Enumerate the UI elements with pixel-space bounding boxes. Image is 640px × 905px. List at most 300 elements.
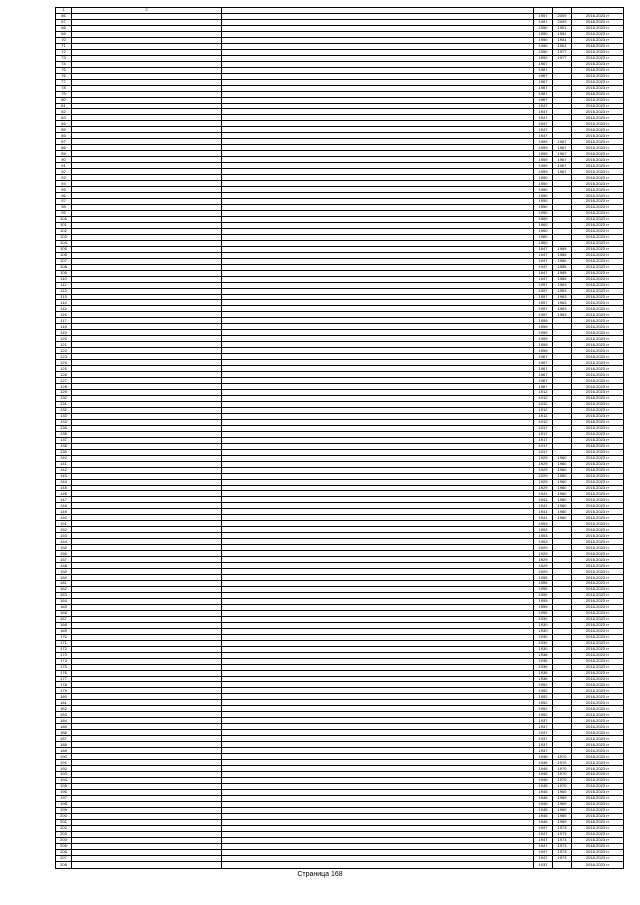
row-number-cell: 124 xyxy=(56,360,72,366)
row-number-cell: 205 xyxy=(56,843,72,849)
period-cell: 2016-2023 гг xyxy=(572,103,624,109)
year-built-cell: 1957 xyxy=(534,306,553,312)
year-built-cell: 1917 xyxy=(534,449,553,455)
year-built-cell: 1930 xyxy=(534,646,553,652)
year-renovated-cell: 1980 xyxy=(553,479,572,485)
row-number-cell: 174 xyxy=(56,658,72,664)
row-number-cell: 140 xyxy=(56,455,72,461)
period-cell: 2016-2023 гг xyxy=(572,300,624,306)
row-number-cell: 132 xyxy=(56,407,72,413)
row-number-cell: 121 xyxy=(56,342,72,348)
year-built-cell: 1917 xyxy=(534,425,553,431)
year-built-cell: 1941 xyxy=(534,515,553,521)
period-cell: 2016-2023 гг xyxy=(572,772,624,778)
year-renovated-cell: 1970 xyxy=(553,783,572,789)
row-number-cell: 160 xyxy=(56,575,72,581)
row-number-cell: 173 xyxy=(56,652,72,658)
year-built-cell: 1947 xyxy=(534,103,553,109)
year-built-cell: 1937 xyxy=(534,742,553,748)
period-cell: 2016-2023 гг xyxy=(572,592,624,598)
row-number-cell: 129 xyxy=(56,390,72,396)
year-built-cell: 1947 xyxy=(534,264,553,270)
year-renovated-cell: 1969 xyxy=(553,795,572,801)
period-cell: 2016-2023 гг xyxy=(572,252,624,258)
year-built-cell: 1959 xyxy=(534,139,553,145)
period-cell: 2016-2023 гг xyxy=(572,766,624,772)
row-number-cell: 170 xyxy=(56,634,72,640)
row-number-cell: 143 xyxy=(56,473,72,479)
period-cell: 2016-2023 гг xyxy=(572,282,624,288)
row-number-cell: 194 xyxy=(56,777,72,783)
year-renovated-cell: 1969 xyxy=(553,801,572,807)
year-renovated-cell: 1967 xyxy=(553,169,572,175)
year-renovated-cell: 1969 xyxy=(553,807,572,813)
period-cell: 2016-2023 гг xyxy=(572,37,624,43)
period-cell: 2016-2023 гг xyxy=(572,413,624,419)
year-built-cell: 1959 xyxy=(534,145,553,151)
year-renovated-cell: 1967 xyxy=(553,157,572,163)
period-cell: 2016-2023 гг xyxy=(572,79,624,85)
row-number-cell: 113 xyxy=(56,294,72,300)
row-number-cell: 80 xyxy=(56,97,72,103)
year-renovated-cell: 1977 xyxy=(553,55,572,61)
year-renovated-cell: 1969 xyxy=(553,813,572,819)
year-renovated-cell: 1980 xyxy=(553,467,572,473)
row-number-cell: 76 xyxy=(56,73,72,79)
header-cell: 2 xyxy=(72,8,222,14)
year-built-cell: 1959 xyxy=(534,163,553,169)
period-cell: 2016-2023 гг xyxy=(572,330,624,336)
row-number-cell: 166 xyxy=(56,610,72,616)
row-number-cell: 185 xyxy=(56,724,72,730)
period-cell: 2016-2023 гг xyxy=(572,43,624,49)
row-number-cell: 145 xyxy=(56,485,72,491)
row-number-cell: 78 xyxy=(56,85,72,91)
row-number-cell: 103 xyxy=(56,234,72,240)
row-number-cell: 202 xyxy=(56,825,72,831)
period-cell: 2016-2023 гг xyxy=(572,491,624,497)
year-built-cell: 1953 xyxy=(534,533,553,539)
period-cell: 2016-2023 гг xyxy=(572,193,624,199)
year-built-cell: 1946 xyxy=(534,760,553,766)
year-renovated-cell: 1963 xyxy=(553,306,572,312)
period-cell: 2016-2023 гг xyxy=(572,157,624,163)
period-cell: 2016-2023 гг xyxy=(572,640,624,646)
address-program-table xyxy=(55,7,624,869)
year-built-cell: 1941 xyxy=(534,497,553,503)
year-built-cell: 1946 xyxy=(534,783,553,789)
row-number-cell: 139 xyxy=(56,449,72,455)
row-number-cell: 82 xyxy=(56,109,72,115)
year-renovated-cell: 1970 xyxy=(553,772,572,778)
year-built-cell: 1917 xyxy=(534,443,553,449)
year-built-cell: 1960 xyxy=(534,216,553,222)
year-built-cell: 1967 xyxy=(534,73,553,79)
year-renovated-cell: 2009 xyxy=(553,19,572,25)
year-built-cell: 1947 xyxy=(534,109,553,115)
year-renovated-cell: 1985 xyxy=(553,252,572,258)
period-cell: 2016-2023 гг xyxy=(572,700,624,706)
year-built-cell: 1946 xyxy=(534,777,553,783)
period-cell: 2016-2023 гг xyxy=(572,569,624,575)
period-cell: 2016-2023 гг xyxy=(572,151,624,157)
period-cell: 2016-2023 гг xyxy=(572,240,624,246)
row-number-cell: 110 xyxy=(56,276,72,282)
year-built-cell: 1950 xyxy=(534,193,553,199)
year-built-cell: 1936 xyxy=(534,658,553,664)
row-number-cell: 179 xyxy=(56,688,72,694)
row-number-cell: 111 xyxy=(56,282,72,288)
period-cell: 2016-2023 гг xyxy=(572,324,624,330)
header-cell: 1 xyxy=(56,8,72,14)
row-number-cell: 181 xyxy=(56,700,72,706)
row-number-cell: 108 xyxy=(56,264,72,270)
year-built-cell: 1912 xyxy=(534,413,553,419)
row-number-cell: 115 xyxy=(56,306,72,312)
row-number-cell: 85 xyxy=(56,127,72,133)
period-cell: 2016-2023 гг xyxy=(572,694,624,700)
year-renovated-cell: 1969 xyxy=(553,819,572,825)
year-built-cell: 1912 xyxy=(534,419,553,425)
row-number-cell: 150 xyxy=(56,515,72,521)
row-number-cell: 133 xyxy=(56,413,72,419)
year-built-cell: 1947 xyxy=(534,276,553,282)
year-built-cell: 1946 xyxy=(534,819,553,825)
year-built-cell: 1929 xyxy=(534,455,553,461)
row-number-cell: 208 xyxy=(56,861,72,868)
year-built-cell: 1957 xyxy=(534,13,553,19)
period-cell: 2016-2023 гг xyxy=(572,318,624,324)
row-number-cell: 138 xyxy=(56,443,72,449)
period-cell: 2016-2023 гг xyxy=(572,85,624,91)
year-built-cell: 1946 xyxy=(534,801,553,807)
period-cell: 2016-2023 гг xyxy=(572,742,624,748)
row-number-cell: 68 xyxy=(56,25,72,31)
year-built-cell: 1952 xyxy=(534,688,553,694)
year-renovated-cell: 1973 xyxy=(553,849,572,855)
year-built-cell: 1959 xyxy=(534,151,553,157)
year-built-cell: 1930 xyxy=(534,616,553,622)
row-number-cell: 183 xyxy=(56,712,72,718)
year-renovated-cell: 1970 xyxy=(553,766,572,772)
year-renovated-cell: 1963 xyxy=(553,282,572,288)
year-built-cell: 1947 xyxy=(534,115,553,121)
period-cell: 2016-2023 гг xyxy=(572,276,624,282)
year-built-cell: 1955 xyxy=(534,575,553,581)
period-cell: 2016-2023 гг xyxy=(572,730,624,736)
row-number-cell: 105 xyxy=(56,246,72,252)
row-number-cell: 164 xyxy=(56,598,72,604)
period-cell: 2016-2023 гг xyxy=(572,581,624,587)
row-number-cell: 75 xyxy=(56,67,72,73)
year-renovated-cell: 1970 xyxy=(553,754,572,760)
period-cell: 2016-2023 гг xyxy=(572,258,624,264)
year-built-cell: 1955 xyxy=(534,598,553,604)
year-built-cell: 1959 xyxy=(534,336,553,342)
period-cell: 2016-2023 гг xyxy=(572,49,624,55)
year-renovated-cell: 1963 xyxy=(553,294,572,300)
year-renovated-cell: 1951 xyxy=(553,37,572,43)
period-cell: 2016-2023 гг xyxy=(572,586,624,592)
row-number-cell: 123 xyxy=(56,354,72,360)
row-number-cell: 135 xyxy=(56,425,72,431)
year-renovated-cell: 1980 xyxy=(553,491,572,497)
year-built-cell: 1967 xyxy=(534,97,553,103)
year-built-cell: 1937 xyxy=(534,724,553,730)
year-built-cell: 1946 xyxy=(534,813,553,819)
row-number-cell: 196 xyxy=(56,789,72,795)
period-cell: 2016-2023 гг xyxy=(572,712,624,718)
year-built-cell: 1953 xyxy=(534,527,553,533)
period-cell: 2016-2023 гг xyxy=(572,485,624,491)
row-number-cell: 176 xyxy=(56,670,72,676)
row-number-cell: 146 xyxy=(56,491,72,497)
year-renovated-cell: 1977 xyxy=(553,49,572,55)
period-cell: 2016-2023 гг xyxy=(572,348,624,354)
year-built-cell: 1947 xyxy=(534,246,553,252)
year-built-cell: 1959 xyxy=(534,342,553,348)
year-renovated-cell: 1970 xyxy=(553,777,572,783)
period-cell: 2016-2023 гг xyxy=(572,545,624,551)
year-built-cell: 1947 xyxy=(534,121,553,127)
period-cell: 2016-2023 гг xyxy=(572,121,624,127)
year-renovated-cell: 1980 xyxy=(553,503,572,509)
period-cell: 2016-2023 гг xyxy=(572,646,624,652)
period-cell: 2016-2023 гг xyxy=(572,467,624,473)
year-built-cell: 1947 xyxy=(534,133,553,139)
row-number-cell: 89 xyxy=(56,151,72,157)
period-cell: 2016-2023 гг xyxy=(572,497,624,503)
row-number-cell: 99 xyxy=(56,210,72,216)
period-cell: 2016-2023 гг xyxy=(572,145,624,151)
work-type-cell xyxy=(222,861,534,868)
period-cell: 2016-2023 гг xyxy=(572,91,624,97)
row-number-cell: 112 xyxy=(56,288,72,294)
year-built-cell: 1936 xyxy=(534,652,553,658)
year-built-cell: 1929 xyxy=(534,467,553,473)
year-built-cell: 1950 xyxy=(534,175,553,181)
period-cell: 2016-2023 гг xyxy=(572,401,624,407)
year-built-cell: 1930 xyxy=(534,628,553,634)
row-number-cell: 125 xyxy=(56,366,72,372)
row-number-cell: 120 xyxy=(56,336,72,342)
row-number-cell: 142 xyxy=(56,467,72,473)
period-cell: 2016-2023 гг xyxy=(572,479,624,485)
year-renovated-cell: 1963 xyxy=(553,300,572,306)
period-cell: 2016-2023 гг xyxy=(572,515,624,521)
period-cell: 2016-2023 гг xyxy=(572,360,624,366)
period-cell: 2016-2023 гг xyxy=(572,175,624,181)
year-built-cell: 1950 xyxy=(534,204,553,210)
period-cell: 2016-2023 гг xyxy=(572,246,624,252)
year-built-cell: 1929 xyxy=(534,557,553,563)
period-cell: 2016-2023 гг xyxy=(572,783,624,789)
row-number-cell: 148 xyxy=(56,503,72,509)
period-cell: 2016-2023 гг xyxy=(572,336,624,342)
period-cell: 2016-2023 гг xyxy=(572,366,624,372)
period-cell: 2016-2023 гг xyxy=(572,604,624,610)
year-built-cell: 1955 xyxy=(534,586,553,592)
row-number-cell: 122 xyxy=(56,348,72,354)
year-renovated-cell: 1980 xyxy=(553,509,572,515)
period-cell: 2016-2023 гг xyxy=(572,437,624,443)
period-cell: 2016-2023 гг xyxy=(572,139,624,145)
row-number-cell: 93 xyxy=(56,175,72,181)
period-cell: 2016-2023 гг xyxy=(572,801,624,807)
year-built-cell: 1912 xyxy=(534,390,553,396)
row-number-cell: 178 xyxy=(56,682,72,688)
row-number-cell: 134 xyxy=(56,419,72,425)
year-renovated-cell: 1985 xyxy=(553,276,572,282)
year-built-cell: 1947 xyxy=(534,127,553,133)
period-cell: 2016-2023 гг xyxy=(572,754,624,760)
year-built-cell: 1929 xyxy=(534,569,553,575)
row-number-cell: 163 xyxy=(56,592,72,598)
year-renovated-cell: 1973 xyxy=(553,843,572,849)
table-body xyxy=(56,8,624,869)
row-number-cell: 92 xyxy=(56,169,72,175)
period-cell: 2016-2023 гг xyxy=(572,473,624,479)
period-cell: 2016-2023 гг xyxy=(572,843,624,849)
period-cell: 2016-2023 гг xyxy=(572,813,624,819)
year-built-cell: 1959 xyxy=(534,157,553,163)
year-built-cell: 1936 xyxy=(534,670,553,676)
period-cell: 2016-2023 гг xyxy=(572,658,624,664)
year-built-cell: 1912 xyxy=(534,401,553,407)
row-number-cell: 187 xyxy=(56,736,72,742)
year-built-cell: 1912 xyxy=(534,407,553,413)
row-number-cell: 156 xyxy=(56,551,72,557)
year-built-cell: 1936 xyxy=(534,676,553,682)
year-built-cell: 1946 xyxy=(534,807,553,813)
period-cell: 2016-2023 гг xyxy=(572,598,624,604)
year-built-cell: 1955 xyxy=(534,604,553,610)
row-number-cell: 155 xyxy=(56,545,72,551)
row-number-cell: 118 xyxy=(56,324,72,330)
row-number-cell: 167 xyxy=(56,616,72,622)
period-cell: 2016-2023 гг xyxy=(572,521,624,527)
year-renovated-cell: 1973 xyxy=(553,831,572,837)
period-cell: 2016-2023 гг xyxy=(572,210,624,216)
year-built-cell: 1950 xyxy=(534,199,553,205)
year-built-cell: 1957 xyxy=(534,294,553,300)
year-built-cell: 1967 xyxy=(534,85,553,91)
period-cell: 2016-2023 гг xyxy=(572,509,624,515)
year-built-cell: 1959 xyxy=(534,348,553,354)
row-number-cell: 197 xyxy=(56,795,72,801)
period-cell: 2016-2023 гг xyxy=(572,503,624,509)
year-renovated-cell xyxy=(553,861,572,868)
period-cell: 2016-2023 гг xyxy=(572,616,624,622)
row-number-cell: 159 xyxy=(56,569,72,575)
period-cell: 2016-2023 гг xyxy=(572,628,624,634)
row-number-cell: 168 xyxy=(56,622,72,628)
row-number-cell: 180 xyxy=(56,694,72,700)
year-built-cell: 1947 xyxy=(534,252,553,258)
row-number-cell: 198 xyxy=(56,801,72,807)
year-renovated-cell: 1951 xyxy=(553,43,572,49)
period-cell: 2016-2023 гг xyxy=(572,795,624,801)
row-number-cell: 116 xyxy=(56,312,72,318)
row-number-cell: 172 xyxy=(56,646,72,652)
row-number-cell: 67 xyxy=(56,19,72,25)
period-cell: 2016-2023 гг xyxy=(572,354,624,360)
year-built-cell: 1946 xyxy=(534,789,553,795)
row-number-cell: 137 xyxy=(56,437,72,443)
year-built-cell: 1929 xyxy=(534,473,553,479)
period-cell: 2016-2023 гг xyxy=(572,634,624,640)
period-cell: 2016-2023 гг xyxy=(572,551,624,557)
period-cell: 2016-2023 гг xyxy=(572,390,624,396)
year-renovated-cell: 1980 xyxy=(553,461,572,467)
period-cell: 2016-2023 гг xyxy=(572,443,624,449)
period-cell: 2016-2023 гг xyxy=(572,855,624,861)
year-built-cell: 1957 xyxy=(534,300,553,306)
row-number-cell: 141 xyxy=(56,461,72,467)
period-cell: 2016-2023 гг xyxy=(572,760,624,766)
period-cell: 2016-2023 гг xyxy=(572,13,624,19)
row-number-cell: 184 xyxy=(56,718,72,724)
year-built-cell: 1960 xyxy=(534,240,553,246)
year-built-cell: 1959 xyxy=(534,318,553,324)
year-built-cell: 1912 xyxy=(534,395,553,401)
period-cell: 2016-2023 гг xyxy=(572,527,624,533)
row-number-cell: 151 xyxy=(56,521,72,527)
period-cell: 2016-2023 гг xyxy=(572,163,624,169)
year-renovated-cell: 1985 xyxy=(553,270,572,276)
row-number-cell: 207 xyxy=(56,855,72,861)
year-built-cell: 1937 xyxy=(534,861,553,868)
period-cell: 2016-2023 гг xyxy=(572,676,624,682)
period-cell: 2016-2023 гг xyxy=(572,724,624,730)
row-number-cell: 66 xyxy=(56,13,72,19)
row-number-cell: 114 xyxy=(56,300,72,306)
period-cell: 2016-2023 гг xyxy=(572,789,624,795)
year-built-cell: 1930 xyxy=(534,634,553,640)
year-renovated-cell: 1967 xyxy=(553,139,572,145)
row-number-cell: 201 xyxy=(56,819,72,825)
period-cell: 2016-2023 гг xyxy=(572,222,624,228)
year-built-cell: 1929 xyxy=(534,563,553,569)
year-built-cell: 1967 xyxy=(534,67,553,73)
period-cell: 2016-2023 гг xyxy=(572,294,624,300)
year-built-cell: 1947 xyxy=(534,855,553,861)
row-number-cell: 152 xyxy=(56,527,72,533)
year-renovated-cell: 1980 xyxy=(553,455,572,461)
year-built-cell: 1957 xyxy=(534,312,553,318)
year-built-cell: 1953 xyxy=(534,539,553,545)
row-number-cell: 206 xyxy=(56,849,72,855)
year-built-cell: 1941 xyxy=(534,491,553,497)
year-built-cell: 1967 xyxy=(534,91,553,97)
row-number-cell: 91 xyxy=(56,163,72,169)
row-number-cell: 157 xyxy=(56,557,72,563)
row-number-cell: 200 xyxy=(56,813,72,819)
row-number-cell: 88 xyxy=(56,145,72,151)
period-cell: 2016-2023 гг xyxy=(572,819,624,825)
year-renovated-cell: 1963 xyxy=(553,312,572,318)
period-cell: 2016-2023 гг xyxy=(572,861,624,868)
row-number-cell: 71 xyxy=(56,43,72,49)
period-cell: 2016-2023 гг xyxy=(572,419,624,425)
year-built-cell: 1947 xyxy=(534,837,553,843)
year-built-cell: 1947 xyxy=(534,825,553,831)
year-built-cell: 1950 xyxy=(534,187,553,193)
period-cell: 2016-2023 гг xyxy=(572,837,624,843)
row-number-cell: 195 xyxy=(56,783,72,789)
row-number-cell: 86 xyxy=(56,133,72,139)
period-cell: 2016-2023 гг xyxy=(572,425,624,431)
